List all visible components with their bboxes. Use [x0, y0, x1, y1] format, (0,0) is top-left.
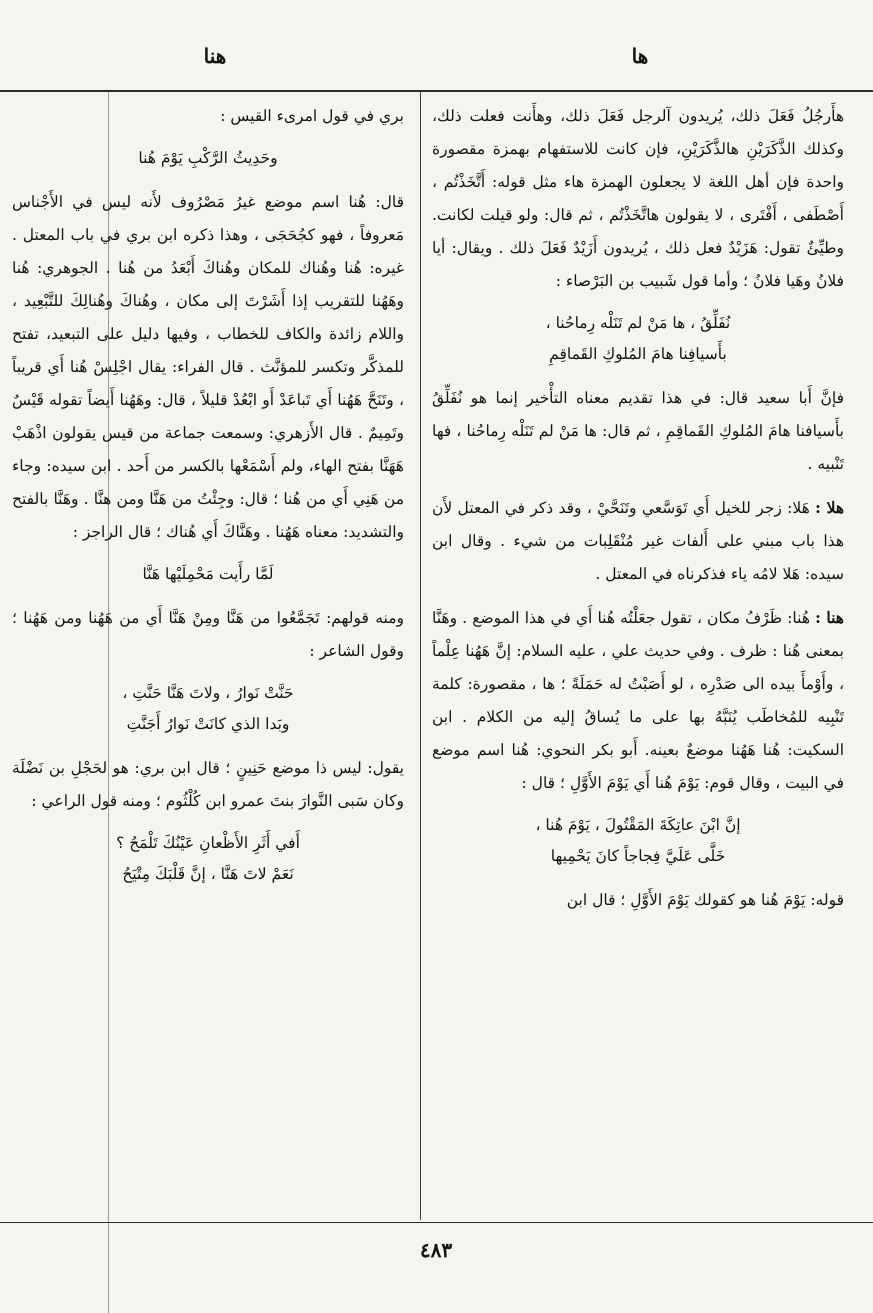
verse-line: نُفَلِّقُ ، ها مَنْ لم تَنَلْه رِماحُنا ، [545, 314, 731, 332]
bottom-rule [0, 1222, 873, 1223]
verse-ibn-atika [432, 810, 844, 872]
verse-shabib [432, 308, 844, 370]
verse-line: إنَّ ابْنَ عاتِكَةَ المَقْتُولَ ، يَوْمَ هُنا ، [535, 816, 741, 834]
verse-line: نَعَمْ لاتَ هَنَّا ، إنَّ قَلْبَكَ مِتْيَحُ [122, 865, 294, 883]
column-divider [420, 92, 421, 1220]
top-rule [0, 90, 873, 92]
verse-line: وحَدِيثُ الرَّكْبِ يَوْمَ هُنا [138, 149, 278, 167]
verse-line: لَمَّا رأَيت مَحْمِلَيْها هَنَّا [142, 565, 274, 583]
headword-huna: هنا : [815, 608, 844, 627]
page-number: ٤٨٣ [419, 1238, 453, 1262]
entry-huna-body: هُنا: ظَرْفُ مكان ، تقول جعَلْتُه هُنا أَي في هذا الموضع . وهَنَّا بمعنى هُنا : ظرف . وفي حديث علي ، عليه السلام: إنَّ هَهُنا عِلْماً ، وأَوْمأَ بيده الى صَدْرِه ، لو أَصَبْتُ له حَمَلَةً ؛ ها ، مقصورة: كلمة تَنْبِيه للمُخاطَب يُنَبَّهُ بها على ما يُساقُ إليه من الكلام . ابن السكيت: هُنا هَهُنا موضعٌ بعينه. أَبو بكر النحوي: هُنا اسم موضع في البيت ، وقال قوم: يَوْمَ هُنا أَي يَوْمَ الأَوَّلِ ؛ قال : [432, 609, 844, 792]
verse-line: خَلَّى عَلَيَّ فِجاجاً كانَ يَحْمِيها [550, 847, 726, 865]
entry-ha-text-1: هأَرجُلُ فَعَلَ ذلك، يُريدون آلرجل فَعَلَ ذلك، وهأَنت فعلت ذلك، وكذلك الذَّكَرَيْنِ هالذَّكَرَيْنِ، فإن كانت للاستفهام بهمزة مقصورة واحدة فإن أهل اللغة لا يجعلون الهمزة هاء مثل قوله: أَتَّخَذْتُم ، أَصْطَفى ، أَفْتَرى ، لا يقولون هاتَّخَذْتُم ، ثم قال: ولو قيلت لكانت. وطيِّئٌ تقول: هَزَيْدٌ فعل ذلك ، يُريدون أَزَيْدٌ فَعَلَ ذلك . ويقال: أيا فلانُ وهَيا فلانُ ؛ وأما قول شَبيب بن البَرْصاء : [432, 107, 844, 290]
entry-huna-text-6: ومنه قولهم: تَجَمَّعُوا من هَنَّا ومِنْ هَنَّا أَي من هَهُنا ومن هَهُنا ؛ وقول الشاعر : [12, 609, 404, 660]
left-column [12, 100, 404, 1212]
entry-huna-text-3: قوله: يَوْمَ هُنا هو كقولك يَوْمَ الأَوَّلِ ؛ قال ابن [566, 891, 844, 909]
entry-huna-text-5: قال: هُنا اسم موضع غيرُ مَصْرُوف لأَنه ليس في الأَجْناس مَعروفاً ، فهو كجُحَجَى ، وهذا ذكره ابن بري في باب المعتل . غيره: هُنا وهُناك للمكان وهُناكَ أَبْعَدُ من هُنا . الجوهري: هُنا وهَهُنا للتقريب إذا أَشَرْتَ إلى مكان ، وهُناكَ وهُنالِكَ للتَّبْعِيد ، واللام زائدة والكاف للخطاب ، وفيها دليل على التبعيد، تفتح للمذكَّر وتكسر للمؤنَّث . قال الفراء: يقال اجْلِسْ هُنا أَي قريباً ، وتَنَحَّ هَهُنا أَي تَباعَدْ أَو ابْعُدْ قليلاً ، قال: وهَهُنا أَيضاً تقوله قَيْسٌ وتَمِيمٌ . قال الأَزهري: وسمعت جماعة من قيس يقولون اذْهَبْ هَهَنَّا بفتح الهاء، ولم أَسْمَعْها بالكسر من أَحد . ابن سيده: وجاء من هَنِي أَي من هُنا ؛ قال: وجِئْتُ من هَنَّا ومن هنَّا . وهَنَّا بالفتح والتشديد: معناه هَهُنا . وهَنَّاكَ أَي هُناك ؛ قال الراجز : [12, 193, 404, 541]
entry-huna-text-4: بري في قول امرىء القيس : [220, 107, 404, 125]
verse-raai [12, 828, 404, 890]
verse-line: بأَسيافِنا هامَ المُلوكِ القَماقِمِ [549, 345, 727, 363]
entry-hala [432, 491, 844, 591]
verse-nawar [12, 678, 404, 740]
verse-line: وبَدا الذي كانَتْ نَوارُ أَجَنَّتِ [126, 715, 290, 733]
entry-ha-text-2: فإنَّ أَبا سعيد قال: في هذا تقديم معناه التأْخير إنما هو نُفَلِّقُ بأَسيافنا هامَ المُلوكِ القَماقِمِ ، ثم قال: ها مَنْ لم تَنَلْه رِماحُنا ، فها تَنْبيه . [432, 389, 844, 473]
right-column [432, 100, 844, 1212]
header-left-word: هنا [203, 44, 227, 68]
entry-hala-body: هَلا: زجر للخيل أَي تَوَسَّعي وتَنَحَّيْ ، وقد ذكر في المعتل لأَن هذا باب مبني على أَلفات غير مُنْقَلِبات من شيء . وقال ابن سيده: هَلا لامُه ياء فذكرناه في المعتل . [432, 499, 844, 583]
verse-imru-alqays [12, 143, 404, 174]
verse-rajaz [12, 559, 404, 590]
headword-hala: هلا : [815, 498, 844, 517]
verse-line: أَفي أَثَرِ الأَظْعانِ عَيْنُكَ تَلْمَحُ ؟ [116, 834, 300, 852]
entry-huna [432, 601, 844, 800]
header-right-word: ها [631, 44, 649, 68]
entry-huna-text-7: يقول: ليس ذا موضع حَنِينٍ ؛ قال ابن بري: هو لحَجْلِ بن نَضْلَة وكان سَبى النَّوارَ بنتَ عمرو ابن كُلْثُوم ؛ ومنه قول الراعي : [12, 759, 404, 810]
verse-line: حَنَّتْ نَوارُ ، ولاتَ هَنَّا حَنَّتِ ، [122, 684, 294, 702]
